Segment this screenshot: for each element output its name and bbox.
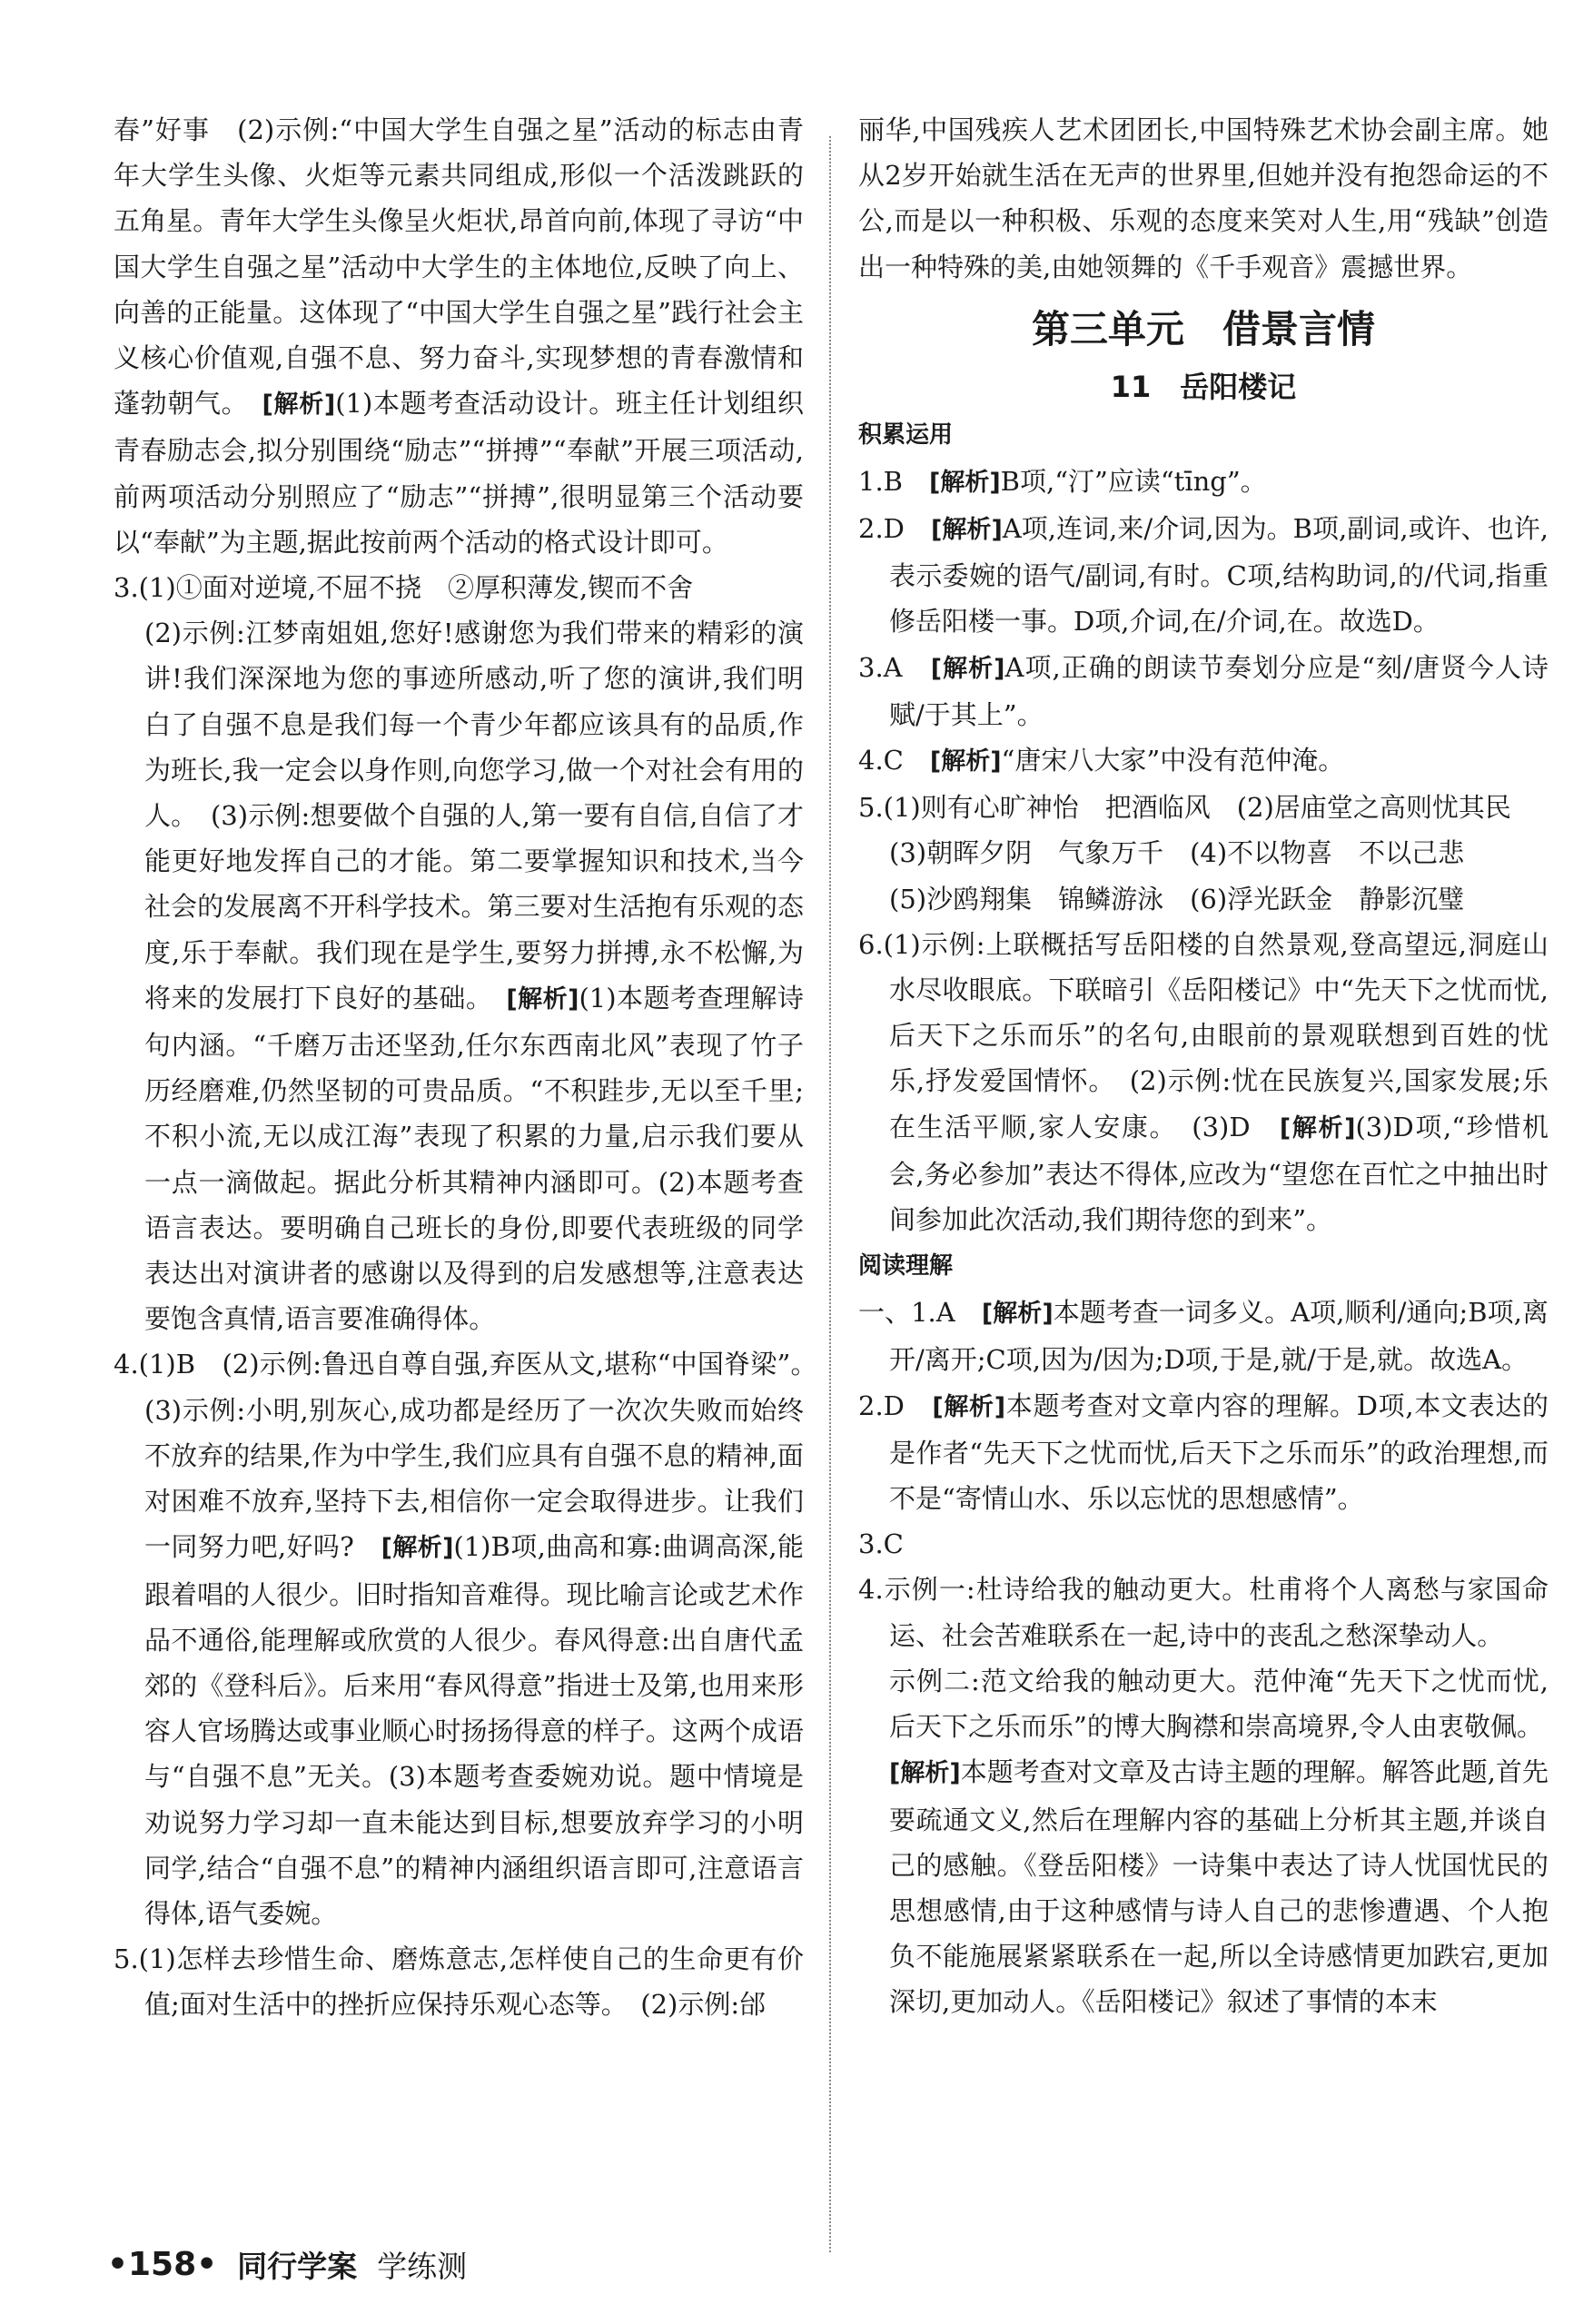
paragraph: [解析]本题考查对文章及古诗主题的理解。解答此题,首先要疏通文义,然后在理解内容的基础上分析其主题,并谈自己的感触。《登岳阳楼》一诗集中表达了诗人忧国忧民的思想感情,由于这种感情与诗人自己的悲惨遭遇、个人抱负不能施展紧紧联系在一起,所以全诗感情更加跌宕,更加深切,更加动人。《岳阳楼记》叙述了事情的本末 <box>889 1756 1548 2018</box>
paragraph: 丽华,中国残疾人艺术团团长,中国特殊艺术协会副主席。她从2岁开始就生活在无声的世界里,但她并没有抱怨命运的不公,而是以一种积极、乐观的态度来笑对人生,用“残缺”创造出一种特殊的美,由她领舞的《千手观音》震撼世界。 <box>858 114 1548 282</box>
paragraph: 示例二:范文给我的触动更大。范仲淹“先天下之忧而忧,后天下之乐而乐”的博大胸襟和崇高境界,令人由衷敬佩。 <box>889 1665 1548 1743</box>
answer-item-3: 3.A [解析]A项,正确的朗读节奏划分应是“刻/唐贤今人诗赋/于其上”。 <box>858 651 1548 730</box>
unit-title: 第三单元 借景言情 <box>1031 306 1375 351</box>
answer-item-2: 2.D [解析]A项,连词,来/介词,因为。B项,副词,或许、也许,表示委婉的语气/副词,有时。C项,结构助词,的/代词,指重修岳阳楼一事。D项,介词,在/介词,在。故选D。 <box>858 513 1549 638</box>
paragraph: (2)示例:江梦南姐姐,您好!感谢您为我们带来的精彩的演讲!我们深深地为您的事迹所感动,听了您的演讲,我们明白了自强不息是我们每一个青少年都应该具有的品质,作为班长,我一定会以身作则,向您学习,做一个对社会有用的人。 (3)示例:想要做个自强的人,第一要有自信,自信了才能更好地发挥自己的才能。第二要掌握知识和技术,当今社会的发展离不开科学技术。第三要对生活抱有乐观的态度,乐于奉献。我们现在是学生,要努力拼搏,永不松懈,为将来的发展打下良好的基础。 [解析](1)本题考查理解诗句内涵。“千磨万击还坚劲,任尔东西南北风”表现了竹子历经磨难,仍然坚韧的可贵品质。“不积跬步,无以至千里;不积小流,无以成江海”表现了积累的力量,启示我们要从一点一滴做起。据此分析其精神内涵即可。(2)本题考查语言表达。要明确自己班长的身份,即要代表班级的同学表达出对演讲者的感谢以及得到的启发感想等,注意表达要饱含真情,语言要准确得体。 <box>144 618 804 1335</box>
analysis-tag: [解析] <box>930 654 1005 683</box>
lesson-title: 11 岳阳楼记 <box>1110 369 1297 404</box>
right-column <box>858 107 1548 2025</box>
analysis-tag: [解析] <box>381 1534 454 1563</box>
page-number: •158• <box>107 2246 218 2283</box>
answer-item-3: 3.(1)①面对逆境,不屈不挠 ②厚积薄发,锲而不舍 <box>114 572 694 604</box>
analysis-tag: [解析] <box>928 468 1001 497</box>
answer-item-5: 5.(1)则有心旷神怡 把酒临风 (2)居庙堂之高则忧其民 <box>858 792 1511 824</box>
analysis-tag: [解析] <box>931 516 1003 545</box>
analysis-tag: [解析] <box>929 747 1002 776</box>
answer-item-4: 4.(1)B (2)示例:鲁迅自尊自强,弃医从文,堪称“中国脊梁”。 (3)示例:小明,别灰心,成功都是经历了一次次失败而始终不放弃的结果,作为中学生,我们应具有自强不息的精神,面对困难不放弃,坚持下去,相信你一定会取得进步。让我们一同努力吧,好吗? [解析](1)B项,曲高和寡:曲调高深,能跟着唱的人很少。旧时指知音难得。现比喻言论或艺术作品不通俗,能理解或欣赏的人很少。春风得意:出自唐代孟郊的《登科后》。后来用“春风得意”指进士及第,也用来形容人官场腾达或事业顺心时扬扬得意的样子。这两个成语与“自强不息”无关。(3)本题考查委婉劝说。题中情境是劝说努力学习却一直未能达到目标,想要放弃学习的小明同学,结合“自强不息”的精神内涵组织语言即可,注意语言得体,语气委婉。 <box>114 1349 831 1929</box>
analysis-tag: [解析] <box>262 391 336 420</box>
page-footer <box>107 2243 467 2286</box>
answer-item-5: 5.(1)怎样去珍惜生命、磨炼意志,怎样使自己的生命更有价值;面对生活中的挫折应保持乐观心态等。 (2)示例:邰 <box>114 1943 804 2021</box>
reading-item-2: 2.D [解析]本题考查对文章内容的理解。D项,本文表达的是作者“先天下之忧而忧,后天下之乐而乐”的政治理想,而不是“寄情山水、乐以忘忧的思想感情”。 <box>858 1389 1548 1515</box>
answer-item-4: 4.C [解析]“唐宋八大家”中没有范仲淹。 <box>858 745 1345 776</box>
answer-line: (5)沙鸥翔集 锦鳞游泳 (6)浮光跃金 静影沉璧 <box>889 883 1465 915</box>
section-heading: 积累运用 <box>858 420 954 449</box>
series-name: 学练测 <box>377 2249 468 2284</box>
answer-line: (3)朝晖夕阴 气象万千 (4)不以物喜 不以己悲 <box>889 837 1465 869</box>
reading-item-1: 一、1.A [解析]本题考查一词多义。A项,顺利/通向;B项,离开/离开;C项,因为/因为;D项,于是,就/于是,就。故选A。 <box>858 1297 1548 1376</box>
brand-name: 同行学案 <box>237 2249 358 2284</box>
paragraph: 春”好事 (2)示例:“中国大学生自强之星”活动的标志由青年大学生头像、火炬等元素共同组成,形似一个活泼跳跃的五角星。青年大学生头像呈火炬状,昂首向前,体现了寻访“中国大学生自强之星”活动中大学生的主体地位,反映了向上、向善的正能量。这体现了“中国大学生自强之星”践行社会主义核心价值观,自强不息、努力奋斗,实现梦想的青春激情和蓬勃朝气。 [解析](1)本题考查活动设计。班主任计划组织青春励志会,拟分别围绕“励志”“拼搏”“奉献”开展三项活动,前两项活动分别照应了“励志”“拼搏”,很明显第三个活动要以“奉献”为主题,据此按前两个活动的格式设计即可。 <box>114 114 804 558</box>
analysis-tag: [解析] <box>932 1392 1006 1421</box>
section-heading: 阅读理解 <box>858 1252 954 1281</box>
column-divider <box>829 136 831 2252</box>
analysis-tag: [解析] <box>1279 1113 1356 1142</box>
answer-item-1: 1.B [解析]B项,“汀”应读“tīng”。 <box>858 465 1267 497</box>
reading-item-3: 3.C <box>858 1528 904 1560</box>
analysis-tag: [解析] <box>506 984 579 1014</box>
answer-item-6: 6.(1)示例:上联概括写岳阳楼的自然景观,登高望远,洞庭山水尽收眼底。下联暗引《岳阳楼记》中“先天下之忧而忧,后天下之乐而乐”的名句,由眼前的景观联想到百姓的忧乐,抒发爱国情怀。 (2)示例:忧在民族复兴,国家发展;乐在生活平顺,家人安康。 (3)D [解析](3)D项,“珍惜机会,务必参加”表达不得体,应改为“望您在百忙之中抽出时间参加此次活动,我们期待您的到来”。 <box>858 928 1548 1236</box>
reading-item-4: 4.示例一:杜诗给我的触动更大。杜甫将个人离愁与家国命运、社会苦难联系在一起,诗中的丧乱之愁深挚动人。 <box>858 1574 1548 1651</box>
analysis-tag: [解析] <box>889 1759 961 1788</box>
left-column <box>114 107 831 2028</box>
analysis-tag: [解析] <box>981 1300 1054 1329</box>
